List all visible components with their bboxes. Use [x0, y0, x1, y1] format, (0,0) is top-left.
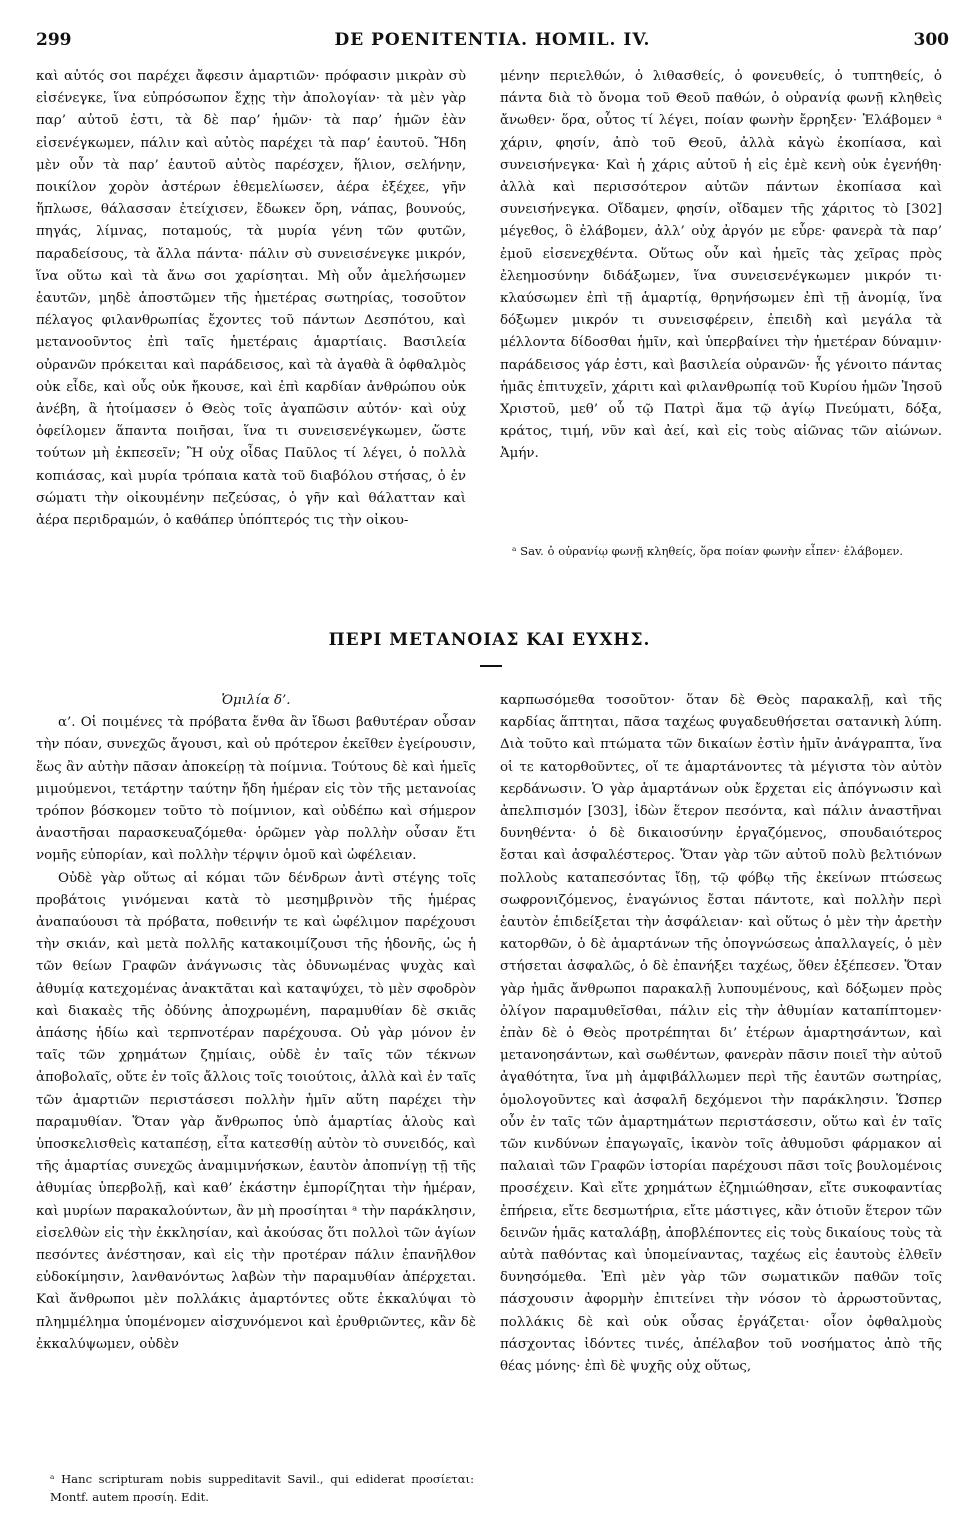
top-left-column: [36, 66, 466, 596]
section-title: ΠΕΡΙ ΜΕΤΑΝΟΙΑΣ ΚΑΙ ΕΥΧΗΣ.: [328, 630, 651, 650]
bottom-right-column: [500, 690, 942, 1530]
page-number-left: 299: [36, 30, 72, 50]
paragraph: καρπωσόμεθα τοσοῦτον· ὅταν δὲ Θεὸς παρακαλῇ, καὶ τῆς καρδίας ἅπτηται, πᾶσα ταχέως φυγαδευθήσεται σατανικὴ λύπη. Διὰ τοῦτο καὶ πτώματα τῶν δικαίων ἐστὶν ἡμῖν ἀνάγραπτα, ἵνα οἱ τε κατορθοῦντες, οἵ τε ἁμαρτάνοντες τὰ μέγιστα τὸν αὐτὸν κερδάνωσιν. Ὁ γὰρ ἁμαρτάνων οὐκ ἔρχεται εἰς ἀπόγνωσιν καὶ ἀπελπισμόν [303], ἰδὼν ἕτερον πεσόντα, καὶ πάλιν ἀναστῆναι δυνηθέντα· ὁ δὲ δικαιοσύνην ἐργαζόμενος, σπουδαιότερος ἔσται καὶ ἀσφαλέστερος. Ὅταν γὰρ τῶν αὐτοῦ πολὺ βελτιόνων πολλοὺς καταπεσόντας ἴδῃ, τῷ φόβῳ τῆς ἐκείνων πτώσεως σωφρονιζόμενος, ἐναγώνιος ἔσται πάντοτε, καὶ πολλὴν περὶ ἑαυτὸν ἐπιδείξεται τὴν ἀσφάλειαν· καὶ οὕτως ὁ μὲν τὴν ἀρετὴν κατορθῶν, ὁ δὲ ἁμαρτάνων τῆς ὀπογνώσεως ἀπαλλαγείς, ὁ μὲν στήσεται ἀσφαλῶς, ὁ δὲ ἐπανήξει ταχέως, ὅθεν ἐξέπεσεν. Ὅταν γὰρ ἡμᾶς ἄνθρωποι παρακαλῇ λυπουμένους, καὶ δόξωμεν πρὸς ὀλίγον παραμυθεῖσθαι, πάλιν εἰς τὴν ἀθυμίαν καταπίπτομεν· ἐπὰν δὲ ὁ Θεὸς προτρέπηται δι’ ἑτέρων ἁμαρτησάντων, καὶ μετανοησάντων, καὶ σωθέντων, φανερὰν πᾶσιν ποιεῖ τὴν αὐτοῦ ἀγαθότητα, ἵνα μὴ ἀμφιβάλλωμεν περὶ τῆς ἑαυτῶν σωτηρίας, ὁμολογοῦντες καὶ ἀσφαλῆ δεχόμενοι τὴν παράκλησιν. Ὥσπερ οὖν ἐν ταῖς τῶν ἁμαρτημάτων περιστάσεσιν, οὕτω καὶ ἐν ταῖς τῶν κινδύνων ἐπαγωγαῖς, ἱκανὸν τοῖς ἀθυμοῦσι φάρμακον αἱ παλαιαὶ τῶν Γραφῶν ἱστορίαι παρέχουσι πᾶσι τοῖς βουλομένοις προσέχειν. Καὶ εἴτε χρημάτων ἐζημιώθησαν, εἴτε συκοφαντίας ἐπήρεια, εἴτε δεσμωτήρια, εἴτε μάστιγες, κἂν ὁτιοῦν ἕτερον τῶν δεινῶν ἡμᾶς καταλάβῃ, ἀποβλέποντες εἰς τοὺς δικαίους τοὺς τὰ αὐτὰ παθόντας καὶ ὑπομείναντας, ταχέως εἰς ἑαυτοὺς ἐλθεῖν δυνησόμεθα. Ἐπὶ μὲν γὰρ τῶν σωματικῶν παθῶν τοῖς πάσχουσιν ἀφορμὴν ἐπιτείνει τὴν νόσον τὸ ἀρρωστοῦντας, πολλάκις δὲ καὶ οὐκ οὖσας ἐργάζεται· οἷον ὀφθαλμοὺς πάσχοντας ἰδόντες τινές, ἀπέλαβον τοῦ νοσήματος ἀπὸ τῆς θέας μόνης· ἐπὶ δὲ ψυχῆς οὐχ οὕτως,: [500, 693, 942, 1375]
page-number-right: 300: [913, 30, 949, 50]
paragraph: μένην περιελθών, ὁ λιθασθείς, ὁ φονευθείς, ὁ τυπτηθείς, ὁ πάντα διὰ τὸ ὄνομα τοῦ Θεοῦ παθών, ὁ οὐρανίᾳ φωνῇ κληθεὶς ἄνωθεν· ὅρα, οὗτος τί λέγει, ποίαν φωνὴν ἔρρηξεν· Ἐλάβομεν ᵃ χάριν, φησίν, ἀπὸ τοῦ Θεοῦ, ἀλλὰ κἀγὼ ἐκοπίασα, καὶ συνεισήνεγκα· Καὶ ἡ χάρις αὐτοῦ ἡ εἰς ἐμὲ κενὴ οὐκ ἐγενήθη· ἀλλὰ καὶ περισσότερον αὐτῶν πάντων ἐκοπίασα καὶ συνεισήνεγκα. Οἴδαμεν, φησίν, οἴδαμεν τῆς χάριτος τὸ [302] μέγεθος, ὃ ἐλάβομεν, ἀλλ’ οὐχ ἀργόν με εὗρε· φανερὰ τὰ παρ’ ἐμοῦ εἰσενεχθέντα. Οὕτως οὖν καὶ ἡμεῖς τὰς χεῖρας πρὸς ἐλεημοσύνην διδάξωμεν, ἵνα συνεισενέγκωμεν μικρόν τι· κλαύσωμεν ἐπὶ τῇ ἁμαρτίᾳ, θρηνήσωμεν ἐπὶ τῇ ἀνομίᾳ, ἵνα δόξωμεν μικρόν τι συνεισφέρειν, ἐπειδὴ καὶ μεγάλα τὰ μέλλοντα δίδοσθαι ἡμῖν, καὶ ὑπερβαίνει τὴν ἡμετέραν δύναμιν· παράδεισος γάρ ἐστι, καὶ βασιλεία οὐρανῶν· ἧς γένοιτο πάντας ἡμᾶς ἐπιτυχεῖν, χάριτι καὶ φιλανθρωπίᾳ τοῦ Κυρίου ἡμῶν Ἰησοῦ Χριστοῦ, μεθ’ οὗ τῷ Πατρὶ ἅμα τῷ ἁγίῳ Πνεύματι, δόξα, κράτος, τιμή, νῦν καὶ ἀεί, καὶ εἰς τοὺς αἰῶνας τῶν αἰώνων. Ἀμήν.: [500, 69, 942, 462]
paragraph: Οὐδὲ γὰρ οὕτως αἱ κόμαι τῶν δένδρων ἀντὶ στέγης τοῖς προβάτοις γινόμεναι κατὰ τὸ μεσημβρινὸν τῆς ἡμέρας ἀναπαύουσι τὰ πρόβατα, ποθεινήν τε καὶ ὠφέλιμον παρέχουσι τὴν σκιάν, καὶ μετὰ πολλῆς κατακοιμίζουσι τῆς ἡδονῆς, ὡς ἡ τῶν θείων Γραφῶν ἀνάγνωσις τὰς ὀδυνωμένας ψυχὰς καὶ ἀθυμίᾳ κατεχομένας ἀνακτᾶται καὶ καταψύχει, τὸ μὲν σφοδρὸν καὶ διακαὲς τῆς ὀδύνης ἀποχρωμένη, παραμυθίαν δὲ σκιᾶς ἁπάσης ἡδίω καὶ τερπνοτέραν παρέχουσα. Οὐ γὰρ μόνον ἐν ταῖς τῶν χρημάτων ζημίαις, οὐδὲ ἐν ταῖς τῶν τέκνων ἀποβολαῖς, οὔτε ἐν τοῖς ἄλλοις τοῖς τοιούτοις, ἀλλὰ καὶ ἐν ταῖς τῶν ἁμαρτιῶν περιστάσεσι πολλὴν ἡμῖν αὕτη παρέχει τὴν παραμυθίαν. Ὅταν γὰρ ἄνθρωπος ὑπὸ ἁμαρτίας ἁλοὺς καὶ ὑποσκελισθεὶς καταπέσῃ, εἶτα κατεσθίῃ αὐτὸν τὸ συνειδός, καὶ τῆς ἁμαρτίας συνεχῶς ἀναμιμνήσκων, ἑαυτὸν ἀποπνίγῃ τῇ τῆς ἀθυμίας ὑπερβολῇ, καὶ καθ’ ἑκάστην ἐμπορίζηται τὴν ἡμέραν, καὶ μυρίων παρακαλούντων, ἂν μὴ προσίηται ᵃ τὴν παράκλησιν, εἰσελθὼν εἰς τὴν ἐκκλησίαν, καὶ ἀκούσας ὅτι πολλοὶ τῶν ἁγίων πεσόντες ἀνέστησαν, καὶ εἰς τὴν προτέραν πάλιν ἐπανῆλθον εὐδοκίμησιν, λανθανόντως λαβὼν τὴν παραμυθίαν ἀπέρχεται. Καὶ ἄνθρωποι μὲν πολλάκις ἁμαρτόντες οὔτε ἐκκαλύψαι τὸ πλημμέλημα ὑπομένομεν αἰσχυνόμενοι καὶ ἐρυθριῶντες, κἂν δὲ ἐκκαλύψωμεν, οὐδὲν: [36, 870, 476, 1352]
footnote: ᵃ Hanc scripturam nobis suppeditavit Savil., qui ediderat προσίεται: Montf. autem προσίη. Edit.: [50, 1472, 474, 1504]
paragraph: α’. Οἱ ποιμένες τὰ πρόβατα ἔνθα ἂν ἴδωσι βαθυτέραν οὖσαν τὴν πόαν, συνεχῶς ἄγουσι, καὶ οὐ πρότερον ἐκεῖθεν ἐγείρουσιν, ἕως ἂν αὐτὴν πᾶσαν ἀποκείρῃ τὰ ποίμνια. Τούτους δὲ καὶ ἡμεῖς μιμούμενοι, τετάρτην ταύτην ἤδη ἡμέραν εἰς τὸν τῆς μετανοίας τρόπον βόσκομεν τοῦτο τὸ ποίμνιον, καὶ οὐδέπω καὶ σήμερον ἀναστῆσαι παρασκευαζόμεθα· ὁρῶμεν γὰρ πολλὴν οὖσαν ἔτι νομῆς εὐπορίαν, καὶ πολλὴν τέρψιν ὁμοῦ καὶ ὠφέλειαν.: [36, 715, 476, 864]
paragraph: καὶ αὐτός σοι παρέχει ἄφεσιν ἁμαρτιῶν· πρόφασιν μικρὰν σὺ εἰσένεγκε, ἵνα εὐπρόσωπον ἔχῃς τὴν ἀπολογίαν· τὰ μὲν γὰρ παρ’ αὐτοῦ ἐστι, τὰ δὲ παρ’ ἡμῶν· τὰ παρ’ ἡμῶν ἐὰν εἰσενέγκωμεν, πάλιν καὶ αὐτὸς παρέχει τὰ παρ’ ἑαυτοῦ. Ἤδη μὲν οὖν τὰ παρ’ ἑαυτοῦ αὐτὸς παρέσχεν, ἥλιον, σελήνην, ποικίλον χορὸν ἀστέρων ἐθεμελίωσεν, ἀέρα ἐξέχεε, γῆν ἥπλωσε, θάλασσαν ἐτείχισεν, ἔδωκεν ὄρη, νάπας, βουνούς, πηγάς, λίμνας, ποταμούς, τὰ μυρία γένη τῶν φυτῶν, παραδείσους, τὰ ἄλλα πάντα· πάλιν σὺ συνεισένεγκε μικρόν, ἵνα οὕτω καὶ τὰ ἄνω σοι χαρίσηται. Μὴ οὖν ἀμελήσωμεν ἑαυτῶν, μηδὲ ἀποστῶμεν τῆς ἡμετέρας σωτηρίας, τοσοῦτον πέλαγος φιλανθρωπίας ἔχοντες τοῦ πάντων Δεσπότου, καὶ μετανοοῦντος ἐπὶ ταῖς ἡμετέραις ἁμαρτίαις. Βασιλεία οὐρανῶν πρόκειται καὶ παράδεισος, καὶ τὰ ἀγαθὰ ἃ ὀφθαλμὸς οὐκ εἶδε, καὶ οὖς οὐκ ἤκουσε, καὶ ἐπὶ καρδίαν ἀνθρώπου οὐκ ἀνέβη, ἃ ἡτοίμασεν ὁ Θεὸς τοῖς ἀγαπῶσιν αὐτόν· καὶ οὐχ ὀφείλομεν ἅπαντα ποιῆσαι, ἵνα τι συνεισενέγκωμεν, ὥστε τούτων μὴ ἐκπεσεῖν; Ἢ οὐχ οἶδας Παῦλος τί λέγει, ὁ πολλὰ κοπιάσας, καὶ μυρία τρόπαια κατὰ τοῦ διαβόλου στήσας, ὁ ἐν σώματι τὴν οἰκουμένην πεζεύσας, ὁ γῆν καὶ θάλατταν καὶ ἀέρα περιδραμών, ὁ καθάπερ ὑπόπτερός τις τὴν οἰκου-: [36, 69, 466, 529]
footnote: ᵃ Sav. ὁ οὐρανίῳ φωνῇ κληθείς, ὅρα ποίαν φωνὴν εἶπεν· ἐλάβομεν.: [512, 544, 904, 558]
running-title: DE POENITENTIA. HOMIL. IV.: [334, 30, 651, 50]
divider: [480, 665, 502, 667]
bottom-left-column: [36, 690, 476, 1460]
running-header: [36, 30, 949, 56]
top-right-column: [500, 66, 942, 536]
homily-heading: Ὁμιλία δ’.: [221, 693, 291, 708]
